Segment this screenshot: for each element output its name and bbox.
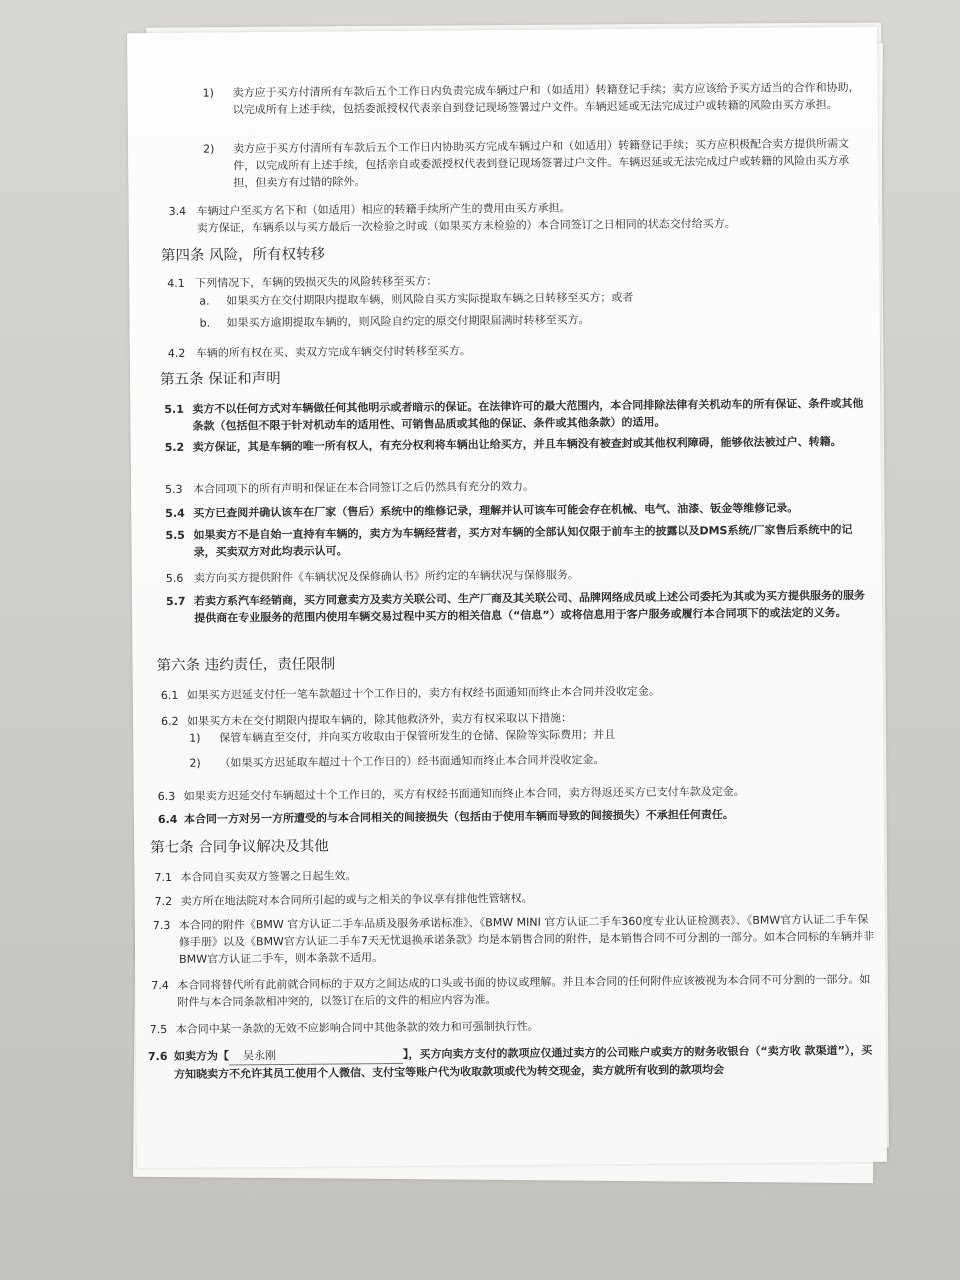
clause: 5.7 若卖方系汽车经销商，买方同意卖方及卖方关联公司、生产厂商及其关联公司、品牌网络成员或上述公司委托为其或为买方提供服务的服务提供商在专业服务的范围内使用车辆交易过程中买方的相关信息（“信息”）或将信息用于客户服务或履行本合同项下的或法定的义务。	[165, 588, 866, 625]
clause: 3.4 车辆过户至买方名下和（如适用）相应的转籍手续所产生的费用由买方承担。	[168, 201, 571, 218]
clause: b. 如果买方逾期提取车辆的，则风险自约定的原交付期限届满时转移至买方。	[199, 313, 590, 330]
clause: 卖方保证，车辆系以与买方最后一次检验之时或（如果买方未检验的）本合同签订之日相同的状态交付给买方。	[196, 216, 736, 235]
clause: 1) 卖方应于买方付清所有车款后五个工作日内负责完成车辆过户和（如适用）转籍登记手续；卖方应该给予买方适当的合作和协助，以完成所有上述手续，包括委派授权代表亲自到登记现场签署过户文件。车辆迟延或无法完成过户或转籍的风险由买方承担。	[202, 80, 860, 117]
clause: 5.4 买方已查阅并确认该车在厂家（售后）系统中的维修记录，理解并认可该车可能会存在机械、电气、油漆、钣金等维修记录。	[165, 501, 799, 520]
clause: 4.2 车辆的所有权在买、卖双方完成车辆交付时转移至买方。	[167, 344, 471, 360]
clause: 6.3 如果卖方迟延交付车辆超过十个工作日的，买方有权经书面通知而终止本合同，卖方得返还买方已支付车款及定金。	[157, 784, 745, 804]
article-heading: 第四条 风险，所有权转移	[160, 246, 326, 265]
clause: 5.6 卖方向买方提供附件《车辆状况及保修确认书》所约定的车辆状况与保修服务。	[165, 568, 579, 585]
article-heading: 第七条 合同争议解决及其他	[150, 838, 329, 857]
clause: 5.5 如果卖方不是自始一直持有车辆的，卖方为车辆经营者，买方对车辆的全部认知仅限于前车主的披露以及DMS系统/厂家售后系统中的记录，买卖双方对此均表示认可。	[165, 522, 853, 559]
clause-payment-channel: 7.6 如卖方为【 吴永刚 】，买方向卖方支付的款项应仅通过卖方的公司账户或卖方的财务收银台（“卖方收 款渠道”），买方知晓卖方不允许其员工使用个人微信、支付宝等账户代为收取款项或代为转交现金，卖方就所有收到的款项均会	[147, 1043, 873, 1081]
contract-content	[127, 27, 887, 1169]
article-heading: 第六条 违约责任，责任限制	[156, 656, 336, 675]
clause: 5.2 卖方保证，其是车辆的唯一所有权人，有充分权利将车辆出让给买方，并且车辆没有被查封或其他权利障碍，能够依法被过户、转籍。	[164, 435, 842, 454]
seller-name-field[interactable]: 吴永刚	[229, 1046, 403, 1066]
clause: 7.1 本合同自买卖双方签署之日起生效。	[154, 869, 357, 885]
clause: 2) 卖方应于买方付清所有车款后五个工作日内协助买方完成车辆过户和（如适用）转籍登记手续；买方应积极配合卖方提供所需文件，以完成所有上述手续，包括亲自或委派授权代表到登记现场签署过户文件。车辆迟延或无法完成过户或转籍的风险由买方承担，但卖方有过错的除外。	[203, 136, 850, 190]
clause: 6.1 如果买方迟延支付任一笔车款超过十个工作日的，卖方有权经书面通知而终止本合同并没收定金。	[160, 684, 660, 703]
clause: 5.1 卖方不以任何方式对车辆做任何其他明示或者暗示的保证。在法律许可的最大范围内，本合同排除法律有关机动车的所有保证、条件或其他条款（包括但不限于针对机动车的适用性、可销售品质或其他的保证、条件或其他条款）的适用。	[164, 396, 864, 433]
clause: 1) 保管车辆直至交付，并向买方收取由于保管所发生的仓储、保险等实际费用；并且	[189, 728, 616, 745]
clause: 2) （如果买方迟延取车超过十个工作日的）经书面通知而终止本合同并没收定金。	[189, 753, 605, 770]
clause: 7.2 卖方所在地法院对本合同所引起的或与之相关的争议享有排他性管辖权。	[154, 891, 533, 909]
clause: 7.4 本合同将替代所有此前就合同标的于双方之间达成的口头或书面的协议或理解。并且本合同的任何附件应该被视为本合同不可分割的一部分。如附件与本合同条款相冲突的，以签订在后的文件的相应内容为准。	[151, 972, 871, 1009]
clause: 4.1 下列情况下，车辆的毁损灭失的风险转移至买方：	[167, 274, 438, 290]
clause: 7.5 本合同中某一条款的无效不应影响合同中其他条款的效力和可强制执行性。	[149, 1019, 539, 1037]
clause: 5.3 本合同项下的所有声明和保证在本合同签订之后仍然具有充分的效力。	[164, 479, 535, 496]
clause: 7.3 本合同的附件《BMW 官方认证二手车品质及服务承诺标准》、《BMW MINI 官方认证二手车360度专业认证检测表》、《BMW官方认证二手车保修手册》以及《BMW官方认证二手车7天无忧退换承诺条款》均是本销售合同的附件，是本销售合同不可分割的一部分。如本合同标的车辆并非BMW官方认证二手车，则本条款不适用。	[152, 912, 874, 966]
contract-page	[127, 27, 887, 1169]
clause: 6.4 本合同一方对另一方所遭受的与本合同相关的间接损失（包括由于使用车辆而导致的间接损失）不承担任何责任。	[157, 808, 734, 827]
clause: a. 如果买方在交付期限内提取车辆，则风险自买方实际提取车辆之日转移至买方；或者	[199, 290, 634, 308]
clause: 6.2 如果买方未在交付期限内提取车辆的，除其他救济外，卖方有权采取以下措施：	[161, 711, 573, 729]
article-heading: 第五条 保证和声明	[160, 370, 281, 389]
